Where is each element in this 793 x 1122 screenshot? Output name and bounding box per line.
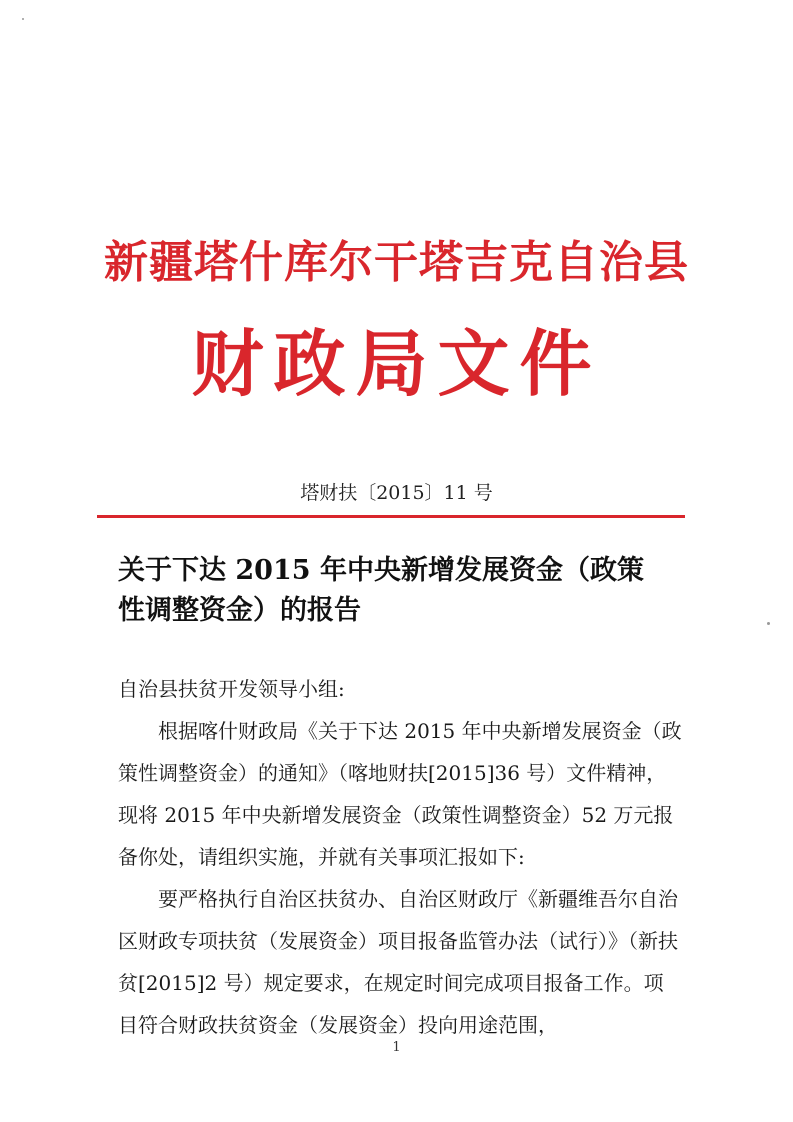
scan-speck	[767, 622, 770, 625]
document-number: 塔财扶〔2015〕11 号	[300, 482, 493, 504]
document-title	[118, 551, 688, 631]
issuing-organization-line1: 新疆塔什库尔干塔吉克自治县	[104, 237, 689, 288]
scan-speck	[22, 18, 24, 20]
issuing-organization-line2: 财政局文件	[191, 322, 602, 406]
salutation: 自治县扶贫开发领导小组:	[118, 677, 345, 701]
page-number: 1	[392, 1040, 401, 1055]
body-paragraph-1: 根据喀什财政局《关于下达 2015 年中央新增发展资金（政策性调整资金）的通知》（喀地财扶[2015]36 号）文件精神，现将 2015 年中央新增发展资金（政策性调整资金）52 万元报备你处，请组织实施，并就有关事项汇报如下:	[118, 719, 682, 869]
document-body	[118, 668, 683, 1046]
document-title-line2: 性调整资金）的报告	[118, 595, 361, 626]
document-title-line1: 关于下达 2015 年中央新增发展资金（政策	[118, 555, 644, 586]
red-separator-line	[97, 515, 685, 518]
body-paragraph-2: 要严格执行自治区扶贫办、自治区财政厅《新疆维吾尔自治区财政专项扶贫（发展资金）项目报备监管办法（试行）》（新扶贫[2015]2 号）规定要求，在规定时间完成项目报备工作。项目符合财政扶贫资金（发展资金）投向用途范围，	[118, 887, 678, 1037]
